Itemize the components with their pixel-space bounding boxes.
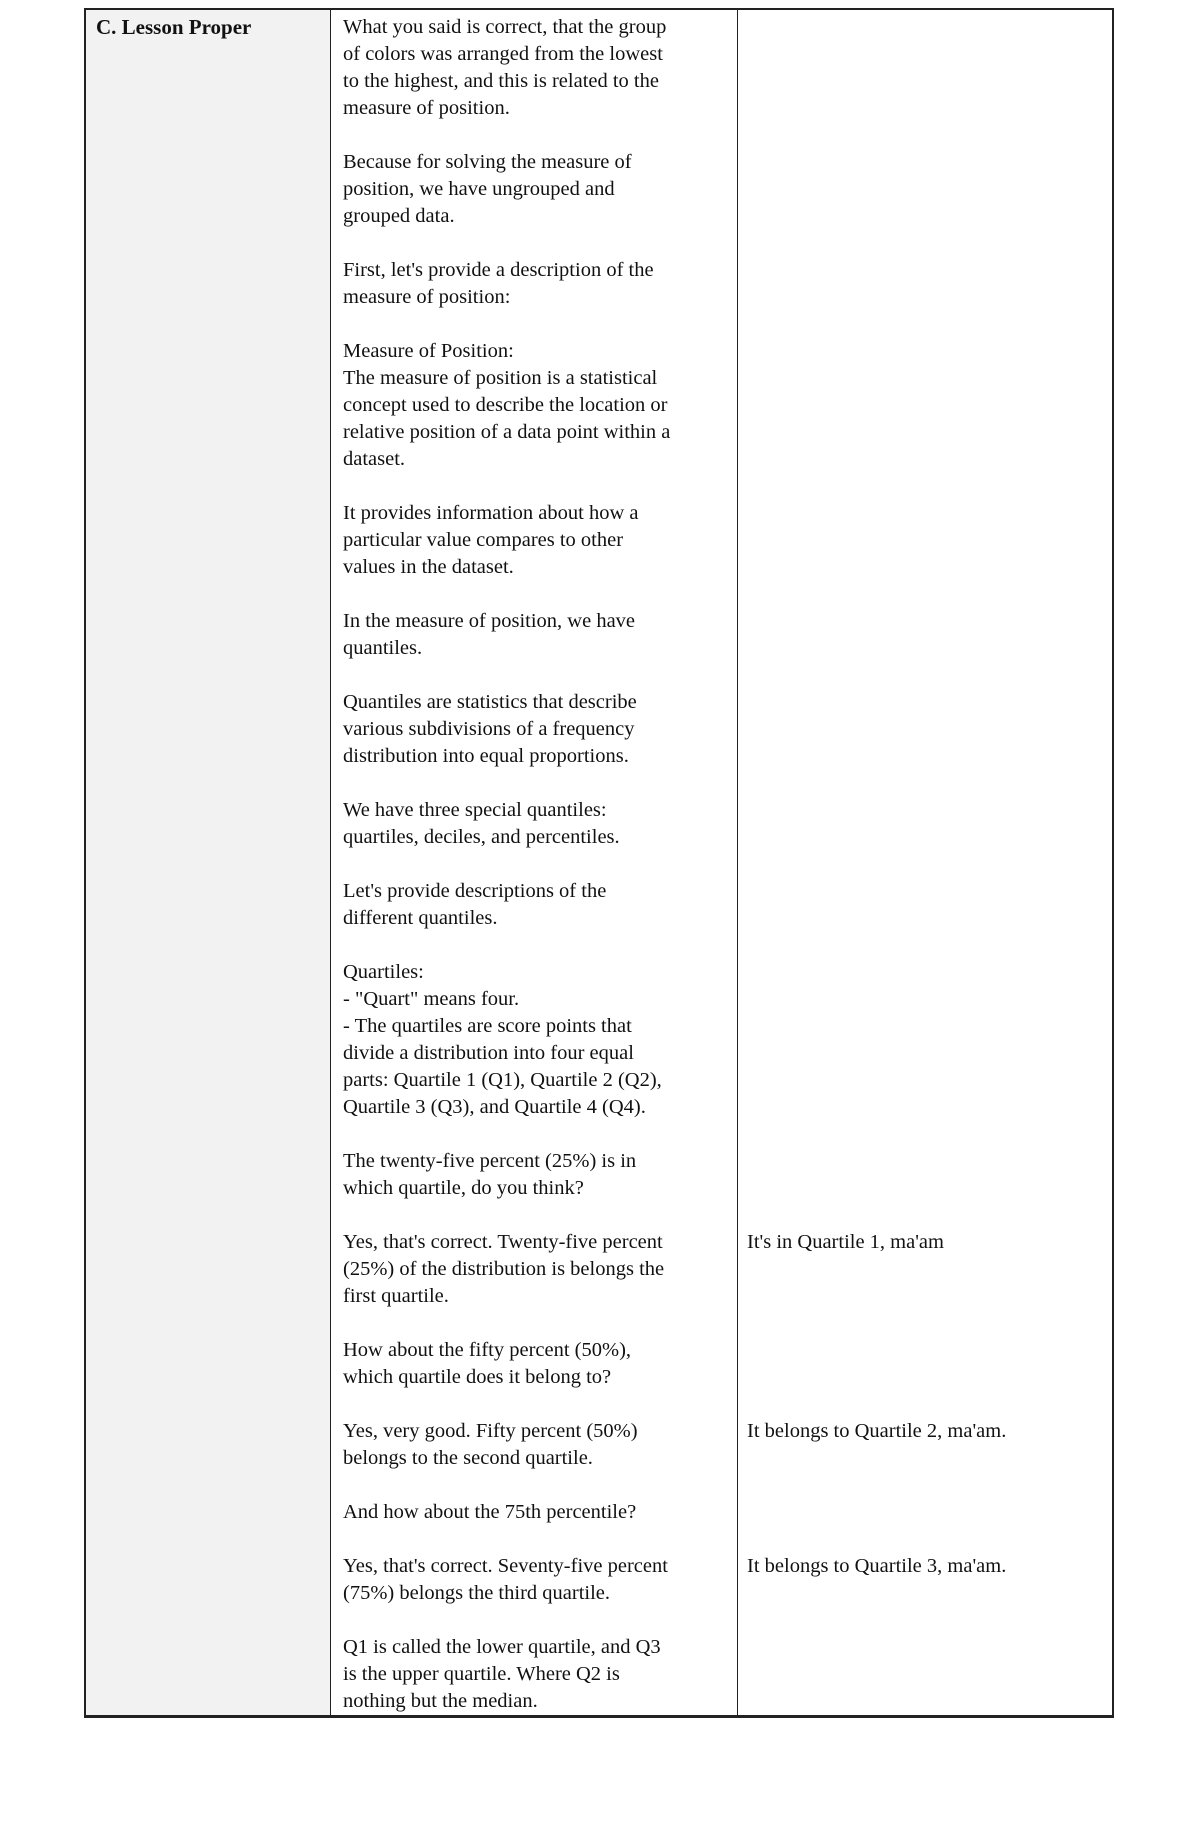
lesson-plan-table: [84, 8, 1114, 1718]
student-response: [737, 14, 1112, 149]
dialogue-pair: [331, 608, 1112, 689]
dialogue-pair: [331, 959, 1112, 1148]
student-response: [737, 608, 1112, 689]
teacher-text: Yes, very good. Fifty percent (50%) belongs to the second quartile.: [343, 1420, 638, 1469]
teacher-text: Yes, that's correct. Twenty-five percent (25%) of the distribution is belongs the first quartile.: [343, 1231, 665, 1307]
teacher-text: Because for solving the measure of position, we have ungrouped and grouped data.: [343, 151, 632, 227]
teacher-text: Quantiles are statistics that describe various subdivisions of a frequency distribution into equal proportions.: [343, 691, 637, 767]
teacher-text: Quartiles: - "Quart" means four. - The quartiles are score points that divide a distribution into four equal parts: Quartile 1 (Q1), Quartile 2 (Q2), Quartile 3 (Q3), and Quartile 4 (Q4).: [343, 961, 662, 1118]
student-response: [737, 797, 1112, 878]
dialogue-pair: [331, 338, 1112, 500]
teacher-text: It provides information about how a particular value compares to other values in the dataset.: [343, 502, 639, 578]
student-response: [737, 689, 1112, 797]
teacher-text: Measure of Position: The measure of position is a statistical concept used to describe the location or relative position of a data point within a dataset.: [343, 340, 671, 470]
dialogue-cell: [331, 9, 1114, 1717]
teacher-text: In the measure of position, we have quantiles.: [343, 610, 636, 659]
dialogue-pair: [331, 257, 1112, 338]
student-response: It's in Quartile 1, ma'am: [747, 1231, 944, 1253]
student-response: [737, 1148, 1112, 1229]
dialogue-pair: [331, 797, 1112, 878]
teacher-text: Yes, that's correct. Seventy-five percent (75%) belongs the third quartile.: [343, 1555, 668, 1604]
dialogue-pair: [331, 878, 1112, 959]
teacher-text: How about the fifty percent (50%), which quartile does it belong to?: [343, 1339, 632, 1388]
teacher-text: What you said is correct, that the group of colors was arranged from the lowest to the highest, and this is related to the measure of position.: [343, 16, 667, 119]
student-response: [737, 338, 1112, 500]
teacher-text: Let's provide descriptions of the different quantiles.: [343, 880, 607, 929]
section-label: C. Lesson Proper: [96, 15, 252, 39]
student-response: [737, 1499, 1112, 1553]
student-response: [737, 149, 1112, 257]
dialogue-pair: [331, 1148, 1112, 1229]
dialogue-pair: [331, 500, 1112, 608]
student-response: It belongs to Quartile 2, ma'am.: [747, 1420, 1007, 1442]
teacher-text: And how about the 75th percentile?: [343, 1501, 637, 1523]
student-response: [737, 1634, 1112, 1715]
column-divider: [737, 10, 738, 1715]
teacher-text: The twenty-five percent (25%) is in which quartile, do you think?: [343, 1150, 637, 1199]
dialogue-pair: [331, 1337, 1112, 1418]
lesson-proper-row: [85, 9, 1113, 1717]
dialogue-pair: [331, 14, 1112, 149]
dialogue-pair: [331, 1499, 1112, 1553]
dialogue-pair: [331, 1553, 1112, 1634]
student-response: [737, 959, 1112, 1148]
dialogue-list: [331, 10, 1112, 1715]
dialogue-pair: [331, 1418, 1112, 1499]
section-cell: [85, 9, 331, 1717]
dialogue-pair: [331, 1229, 1112, 1337]
dialogue-pair: [331, 1634, 1112, 1715]
teacher-text: First, let's provide a description of the measure of position:: [343, 259, 654, 308]
student-response: [737, 878, 1112, 959]
student-response: [737, 1337, 1112, 1418]
student-response: [737, 500, 1112, 608]
student-response: It belongs to Quartile 3, ma'am.: [747, 1555, 1007, 1577]
dialogue-pair: [331, 149, 1112, 257]
student-response: [737, 257, 1112, 338]
dialogue-pair: [331, 689, 1112, 797]
teacher-text: Q1 is called the lower quartile, and Q3 is the upper quartile. Where Q2 is nothing but the median.: [343, 1636, 661, 1712]
teacher-text: We have three special quantiles: quartiles, deciles, and percentiles.: [343, 799, 620, 848]
